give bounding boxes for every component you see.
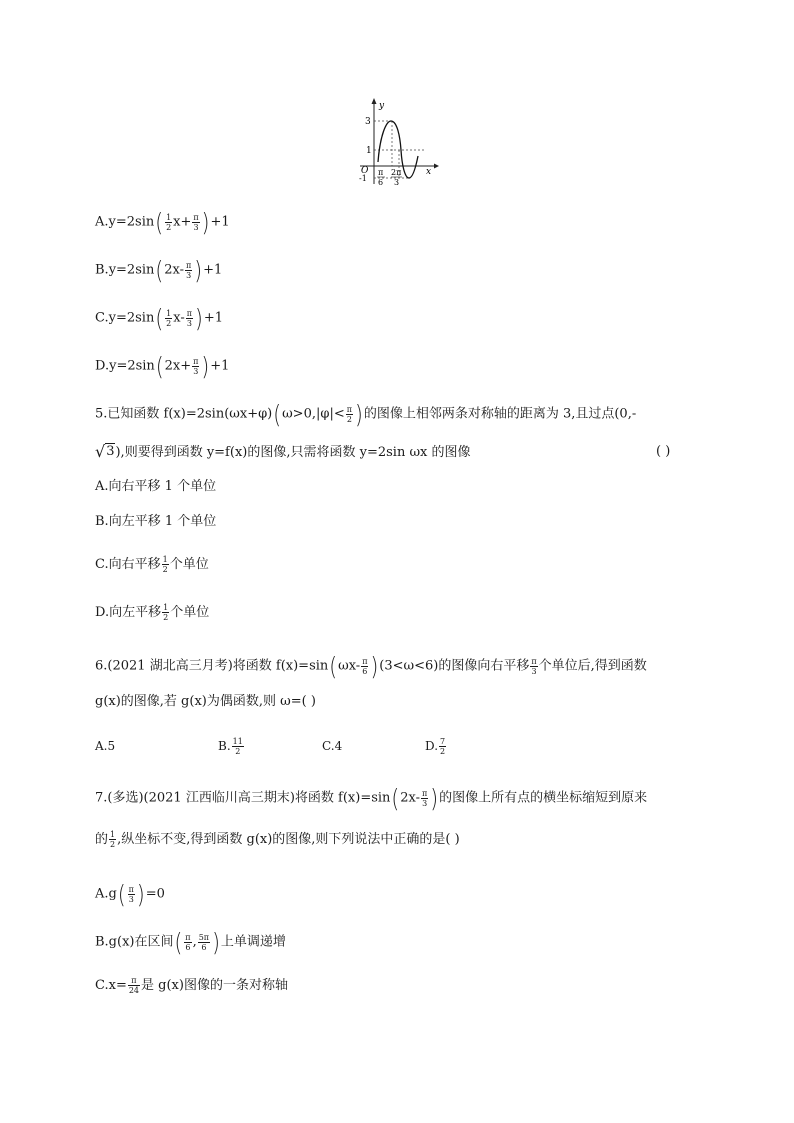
q5-stem-line1 xyxy=(95,399,637,429)
q7-stem-line2 xyxy=(95,830,460,850)
option-prefix: y=2sin xyxy=(108,262,155,278)
q6-option-b[interactable] xyxy=(218,736,245,756)
option-text: 向右平移 xyxy=(108,557,161,572)
q4-option-c[interactable] xyxy=(95,303,223,333)
y-tick-3: 3 xyxy=(365,117,371,127)
right-paren: ) xyxy=(201,351,210,381)
option-label: D. xyxy=(95,358,110,374)
q7-stem-line1 xyxy=(95,783,648,813)
q5-stem-line2 xyxy=(95,442,471,463)
sqrt: √3 xyxy=(95,442,115,461)
option-mid: 2x- xyxy=(164,262,184,278)
option-mid: x+ xyxy=(173,214,192,230)
fraction: $\frac{\pi}{2}$ xyxy=(346,404,352,424)
q6-option-c[interactable] xyxy=(322,736,342,756)
option-prefix: y=2sin xyxy=(109,358,155,374)
fraction: $\frac{\pi}{3}$ xyxy=(422,788,428,808)
option-label: C. xyxy=(95,557,109,572)
x-tick-pi6-den: 6 xyxy=(378,178,384,187)
q5-option-d[interactable] xyxy=(95,603,209,623)
fraction: $\frac{\pi}{3}$ xyxy=(128,884,134,904)
fraction: $\frac{7}{2}$ xyxy=(440,737,446,756)
option-prefix: y=2sin xyxy=(108,214,155,230)
q6-option-d[interactable] xyxy=(425,736,447,756)
option-mid: 2x+ xyxy=(164,358,192,374)
q6-stem-line1 xyxy=(95,651,647,681)
option-tail: 上单调递增 xyxy=(220,934,286,950)
fraction: $\frac{\pi}{3}$ xyxy=(531,656,537,676)
q7-option-b[interactable] xyxy=(95,927,286,957)
q5-option-c[interactable] xyxy=(95,555,209,575)
q7-arg: 2x- xyxy=(400,790,421,806)
right-paren: ) xyxy=(212,927,220,957)
q6-text-d: 个单位后,得到函数 xyxy=(538,658,647,674)
left-paren: ( xyxy=(155,255,164,285)
x-axis-arrow xyxy=(434,164,439,169)
left-paren: ( xyxy=(155,207,164,237)
option-label: B. xyxy=(95,514,109,529)
q6-stem-line2: g(x)的图像,若 g(x)为偶函数,则 ω=( ) xyxy=(95,694,316,709)
option-suffix: +1 xyxy=(203,310,223,326)
fraction: $\frac{\pi}{3}$ xyxy=(186,308,193,328)
x-axis-label: x xyxy=(426,167,432,177)
option-label: A. xyxy=(95,479,109,494)
q6-text-a: 6.(2021 湖北高三月考)将函数 f(x)=sin xyxy=(95,658,329,674)
option-text: 向右平移 1 个单位 xyxy=(108,479,217,494)
q5-option-a[interactable] xyxy=(95,477,216,497)
q7-text-line2-a: 的 xyxy=(95,832,109,847)
right-paren: ) xyxy=(195,303,203,333)
right-paren: ) xyxy=(136,879,145,909)
y-axis-label: y xyxy=(379,101,385,111)
option-label: D. xyxy=(95,605,110,620)
option-suffix: +1 xyxy=(210,358,230,374)
option-text: 4 xyxy=(334,739,343,753)
fraction: $\frac{1}{2}$ xyxy=(110,830,116,849)
left-paren: ( xyxy=(174,927,183,957)
q4-option-a[interactable] xyxy=(95,207,230,237)
right-paren: ) xyxy=(355,399,363,429)
left-paren: ( xyxy=(155,351,164,381)
fraction: $\frac{\pi}{3}$ xyxy=(193,356,199,376)
q5-option-b[interactable] xyxy=(95,512,216,532)
fraction: $\frac{1}{2}$ xyxy=(166,308,172,328)
left-paren: ( xyxy=(273,399,282,429)
q6-text-c: (3<ω<6)的图像向右平移 xyxy=(379,658,530,674)
option-mid: x- xyxy=(173,310,185,326)
y-axis-arrow xyxy=(372,98,377,104)
q7-text-a: 7.(多选)(2021 江西临川高三期末)将函数 f(x)=sin xyxy=(95,790,391,806)
fraction: $\frac{1}{2}$ xyxy=(162,555,168,574)
fraction: $\frac{11}{2}$ xyxy=(232,737,243,756)
fraction: $\frac{5\pi}{6}$ xyxy=(198,932,210,952)
left-paren: ( xyxy=(155,303,164,333)
q7-text-c: 的图像上所有点的横坐标缩短到原来 xyxy=(439,790,648,806)
x-tick-2pi3-num: 2π xyxy=(391,168,402,177)
fraction: $\frac{\pi}{24}$ xyxy=(128,976,140,995)
q5-condition: ω>0,|φ|< xyxy=(282,406,345,422)
option-suffix: +1 xyxy=(203,262,223,278)
q5-text-line2: ),则要得到函数 y=f(x)的图像,只需将函数 y=2sin ωx 的图像 xyxy=(115,444,471,460)
x-tick-2pi3-den: 3 xyxy=(394,178,400,187)
fraction: $\frac{\pi}{3}$ xyxy=(193,212,199,232)
q6-arg: ωx- xyxy=(338,658,361,674)
sine-graph xyxy=(352,96,442,188)
origin-label: O xyxy=(361,166,369,176)
left-paren: ( xyxy=(329,651,338,681)
option-label: A. xyxy=(95,214,109,230)
option-text: 向左平移 xyxy=(109,605,162,620)
option-label: D. xyxy=(425,739,439,753)
q5-text-c: 的图像上相邻两条对称轴的距离为 3,且过点(0,- xyxy=(363,406,637,422)
x-tick-pi6-num: π xyxy=(378,168,384,177)
option-tail: =0 xyxy=(145,886,165,902)
option-suffix: +1 xyxy=(210,214,230,230)
q4-option-b[interactable] xyxy=(95,255,223,285)
option-label: C. xyxy=(322,739,335,753)
option-tail: 个单位 xyxy=(170,605,210,620)
fraction: $\frac{\pi}{3}$ xyxy=(186,260,192,280)
fraction: $\frac{1}{2}$ xyxy=(166,212,172,232)
option-text: 向左平移 1 个单位 xyxy=(108,514,217,529)
comma: , xyxy=(192,934,197,950)
y-tick-1: 1 xyxy=(366,146,372,156)
option-prefix: y=2sin xyxy=(108,310,155,326)
q5-text-a: 5.已知函数 f(x)=2sin(ωx+φ) xyxy=(95,406,273,422)
y-tick-m1: -1 xyxy=(359,174,367,183)
option-label: C. xyxy=(95,310,109,326)
option-label: A. xyxy=(95,739,108,753)
option-text: 5 xyxy=(107,739,116,753)
left-paren: ( xyxy=(117,879,126,909)
option-label: B. xyxy=(218,739,231,753)
left-paren: ( xyxy=(391,783,400,813)
fraction: $\frac{1}{2}$ xyxy=(163,603,169,622)
q4-option-d[interactable] xyxy=(95,351,230,381)
option-text: C.x= xyxy=(95,978,127,993)
q7-text-line2-b: ,纵坐标不变,得到函数 g(x)的图像,则下列说法中正确的是( ) xyxy=(117,832,460,847)
right-paren: ) xyxy=(194,255,203,285)
option-text: B.g(x)在区间 xyxy=(95,934,174,950)
right-paren: ) xyxy=(430,783,439,813)
option-tail: 个单位 xyxy=(169,557,209,572)
q5-answer-blank[interactable]: ( ) xyxy=(656,444,671,459)
fraction: $\frac{\pi}{6}$ xyxy=(362,656,368,676)
q6-option-a[interactable] xyxy=(95,736,115,756)
q7-option-a[interactable] xyxy=(95,879,165,909)
right-paren: ) xyxy=(201,207,210,237)
q7-option-c[interactable] xyxy=(95,976,288,996)
option-label: B. xyxy=(95,262,109,278)
option-text: A.g xyxy=(95,886,117,902)
option-tail: 是 g(x)图像的一条对称轴 xyxy=(141,978,288,993)
right-paren: ) xyxy=(370,651,379,681)
fraction: $\frac{\pi}{6}$ xyxy=(185,932,191,952)
